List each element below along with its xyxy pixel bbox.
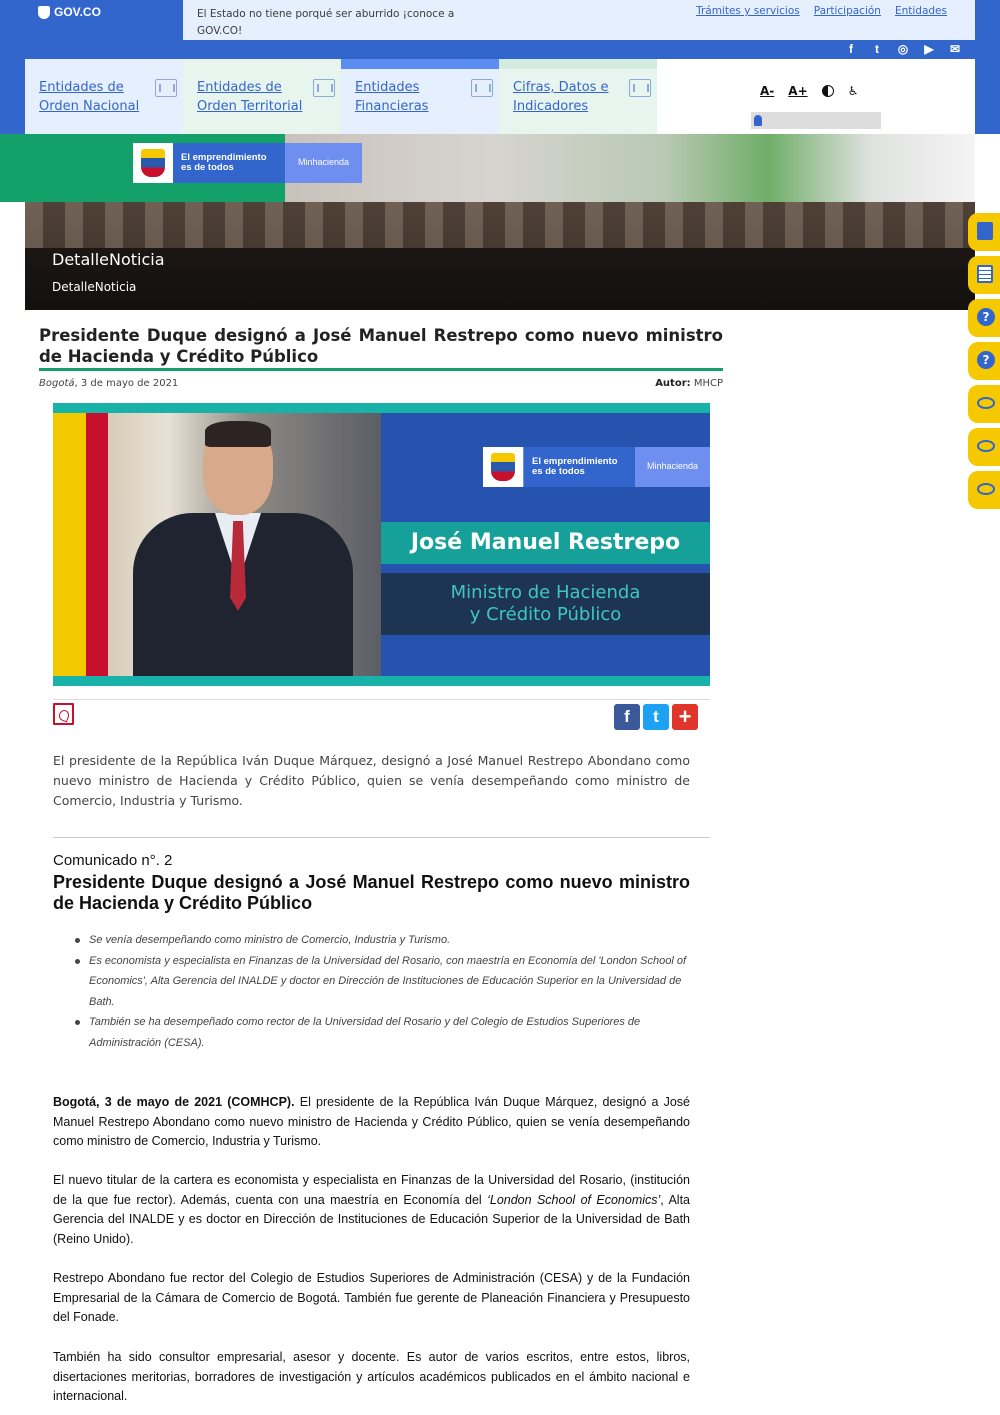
side-chat-button-2[interactable] [968, 428, 1000, 466]
share-buttons [614, 704, 698, 730]
paragraph-1 [53, 1093, 690, 1152]
accessibility-tools [760, 84, 858, 98]
map-icon [313, 79, 335, 97]
entity-financieras[interactable] [341, 59, 499, 134]
hero-overlay [25, 248, 975, 310]
link-entidades[interactable]: Entidades [894, 5, 947, 17]
youtube-icon[interactable]: ▶ [924, 42, 934, 56]
increase-font-button[interactable]: A+ [788, 84, 808, 98]
side-chat-button-3[interactable] [968, 471, 1000, 509]
entity-cifras-link[interactable]: Cifras, Datos e Indicadores [513, 80, 609, 114]
side-chat-button[interactable] [968, 385, 1000, 423]
list-item: Es economista y especialista en Finanzas de la Universidad del Rosario, con maestría en Economía del 'London School of Economics', Alta Gerencia del INALDE y doctor en Dirección de Instituciones de Educación Superior en la Universidad de Bath. [89, 951, 701, 1013]
chat-icon [977, 483, 995, 495]
brand-slogan: El emprendimiento es de todos [173, 143, 285, 183]
paragraph-2-emphasis: ‘London School of Economics’ [487, 1192, 661, 1207]
accessibility-icon[interactable]: ♿ [847, 84, 859, 98]
article-city: Bogotá [39, 378, 75, 389]
entity-orden-nacional[interactable] [25, 59, 183, 134]
breadcrumb[interactable]: DetalleNoticia [52, 280, 137, 294]
entity-orden-territorial[interactable] [183, 59, 341, 134]
social-links [844, 42, 962, 56]
chat-icon [977, 440, 995, 452]
notice-links [696, 5, 947, 17]
side-help-button[interactable] [968, 299, 1000, 337]
article-author [590, 378, 723, 389]
facebook-icon[interactable]: f [849, 42, 853, 56]
gov-co-logo[interactable] [38, 5, 101, 19]
building-icon [155, 79, 177, 97]
entity-orden-territorial-link[interactable]: Entidades de Orden Territorial [197, 80, 303, 114]
image-brand-logo [483, 447, 710, 487]
image-role-line1: Ministro de Hacienda [450, 582, 641, 603]
brand-logo[interactable] [133, 143, 362, 183]
bank-icon [471, 79, 493, 97]
article-subtitle: Presidente Duque designó a José Manuel Restrepo como nuevo ministro de Hacienda y Crédito Público [53, 872, 690, 913]
gov-shield-icon [38, 6, 50, 19]
notice-bar [183, 0, 975, 40]
more-share-button[interactable]: + [672, 704, 698, 730]
paragraph-3: Restrepo Abondano fue rector del Colegio de Estudios Superiores de Administración (CESA) y de la Fundación Empresarial de la Cámara de Comercio de Bogotá. También fue gerente de Planeación Financiera y Presupuesto del Fonade. [53, 1271, 690, 1325]
twitter-icon[interactable]: t [875, 42, 879, 56]
image-role-line2: y Crédito Público [469, 604, 622, 625]
page-title: DetalleNoticia [52, 250, 165, 269]
entity-financieras-link[interactable]: Entidades Financieras [355, 80, 429, 114]
side-doc-button[interactable] [968, 213, 1000, 251]
article-lead: El presidente de la República Iván Duque Márquez, designó a José Manuel Restrepo Abondano como nuevo ministro de Hacienda y Crédito Público, quien se venía desempeñando como ministro de Comercio, Industria y Turismo. [53, 753, 690, 808]
side-text-button[interactable] [968, 256, 1000, 294]
paragraph-4: También ha sido consultor empresarial, asesor y docente. Es autor de varios escritos, entre estos, libros, disertaciones meritorias, borradores de investigación y artículos académicos publicados en el ámbito nacional e internacional. [53, 1350, 690, 1404]
image-top-strip [53, 403, 710, 413]
image-brand-slogan: El emprendimiento es de todos [523, 447, 635, 487]
bank-icon [629, 79, 651, 97]
paragraph-2 [53, 1171, 690, 1249]
paragraph-1-text: El presidente de la República Iván Duque Márquez, designó a José Manuel Restrepo Abondano como nuevo ministro de Hacienda y Crédito Público, quien se venía desempeñando como ministro de Comercio, Industria y Turismo. [53, 1095, 690, 1149]
image-minister-name: José Manuel Restrepo [381, 522, 710, 564]
title-divider [39, 368, 723, 371]
twitter-share-button[interactable]: t [643, 704, 669, 730]
brand-ministry: Minhacienda [285, 143, 362, 183]
comunicado-number: Comunicado n°. 2 [53, 852, 173, 869]
paragraph-2-text-a: El nuevo titular de la cartera es economista y especialista en Finanzas de la Universidad del Rosario, (institución de la que fue rector). Además, cuenta con una maestría en Economía del [53, 1173, 690, 1207]
user-icon [754, 115, 762, 126]
notice-text: El Estado no tiene porqué ser aburrido ¡conoce a GOV.CO! [197, 8, 455, 37]
section-divider [53, 837, 710, 838]
paragraph-2-text-b: , Alta Gerencia del INALDE y es doctor en Dirección de Instituciones de Educación Superior de la Universidad de Bath (Reino Unido). [53, 1192, 691, 1246]
crest-icon [133, 143, 173, 183]
portrait-hair [205, 421, 271, 447]
article-image [53, 403, 710, 686]
link-participacion[interactable]: Participación [813, 5, 881, 17]
author-name: MHCP [693, 378, 723, 389]
image-minister-role [381, 573, 710, 635]
side-help-button-2[interactable] [968, 342, 1000, 380]
entity-active-strip [341, 59, 499, 69]
crest-icon [483, 447, 523, 487]
gov-logo-text: GOV.CO [54, 5, 101, 19]
highlights-list [89, 930, 701, 1053]
image-brand-ministry: Minhacienda [635, 447, 710, 487]
divider [53, 699, 710, 700]
article-date-text: , 3 de mayo de 2021 [74, 378, 179, 389]
author-label: Autor: [655, 378, 691, 389]
decrease-font-button[interactable]: A- [760, 84, 775, 98]
entity-orden-nacional-link[interactable]: Entidades de Orden Nacional [39, 80, 140, 114]
facebook-share-button[interactable]: f [614, 704, 640, 730]
mail-icon[interactable]: ✉ [949, 42, 961, 56]
minister-portrait [133, 413, 353, 676]
list-item: Se venía desempeñando como ministro de Comercio, Industria y Turismo. [89, 930, 701, 951]
image-bottom-strip [53, 676, 710, 686]
instagram-icon[interactable]: ◎ [897, 42, 909, 56]
help-icon: ? [977, 351, 995, 369]
colombia-flag [53, 413, 108, 676]
paragraph-dateline: Bogotá, 3 de mayo de 2021 (COMHCP). [53, 1095, 295, 1109]
text-file-icon [977, 265, 993, 283]
list-item: También se ha desempeñado como rector de la Universidad del Rosario y del Colegio de Estudios Superiores de Administración (CESA). [89, 1012, 701, 1053]
chat-icon [977, 397, 995, 409]
help-icon: ? [977, 308, 995, 326]
contrast-icon[interactable] [822, 85, 834, 97]
search-input[interactable] [751, 112, 881, 129]
link-tramites[interactable]: Trámites y servicios [696, 5, 800, 17]
banner-photo [285, 134, 975, 202]
entity-cifras[interactable] [499, 59, 657, 134]
pdf-icon[interactable] [53, 703, 74, 725]
document-icon [977, 222, 993, 240]
entity-strip [499, 59, 657, 69]
article-date [39, 378, 178, 389]
article-title: Presidente Duque designó a José Manuel Restrepo como nuevo ministro de Hacienda y Crédito Público [39, 326, 723, 366]
hero-banner [25, 202, 975, 310]
